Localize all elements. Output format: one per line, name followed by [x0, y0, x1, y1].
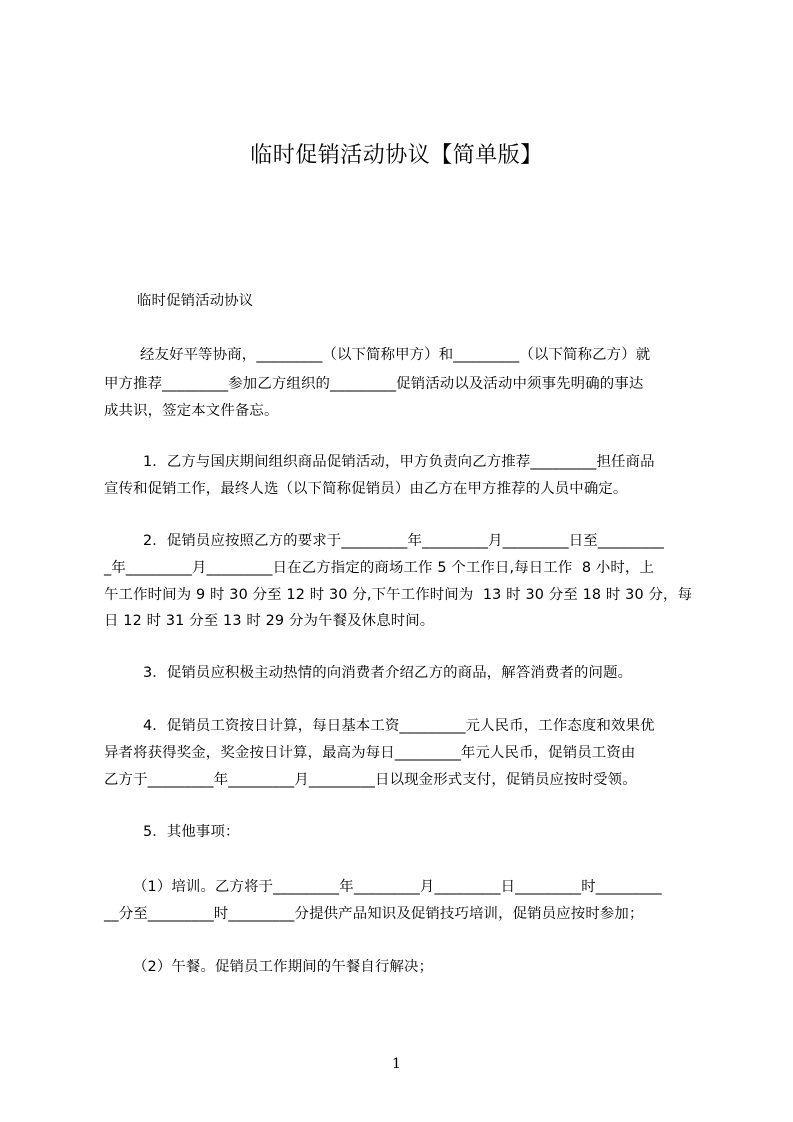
- intro-line-3: 成共识，签定本文件备忘。: [104, 403, 279, 419]
- clause-2-line-3: 午工作时间为 9 时 30 分至 12 时 30 分,下午工作时间为 13 时 30 分至 18 时 30 分，每: [104, 587, 693, 603]
- clause-2-line-1: 2．促销员应按照乙方的要求于_________年_________月_________日至_________: [143, 533, 664, 549]
- clause-1-line-1: 1．乙方与国庆期间组织商品促销活动，甲方负责向乙方推荐_________担任商品: [143, 454, 655, 470]
- clause-4-line-3: 乙方于_________年_________月_________日以现金形式支付，促销员应按时受领。: [104, 772, 637, 788]
- clause-2-line-2: _年_________月_________日在乙方指定的商场工作 5 个工作日,每日工作 8 小时，上: [104, 560, 655, 576]
- clause-1-line-2: 宣传和促销工作，最终人选（以下简称促销员）由乙方在甲方推荐的人员中确定。: [104, 481, 628, 497]
- clause-5-heading: 5．其他事项：: [143, 824, 240, 840]
- intro-line-1: 经友好平等协商，_________（以下简称甲方）和_________（以下简称乙方）就: [140, 347, 651, 363]
- page-number: 1: [392, 1056, 401, 1072]
- intro-line-2: 甲方推荐_________参加乙方组织的_________促销活动以及活动中须事先明确的事达: [104, 376, 644, 392]
- document-title: 临时促销活动协议【简单版】: [250, 143, 543, 168]
- clause-3-line-1: 3．促销员应积极主动热情的向消费者介绍乙方的商品，解答消费者的问题。: [143, 665, 633, 681]
- clause-5-item-1-line-1: （1）培训。乙方将于_________年_________月_________日_________时_________: [133, 879, 662, 895]
- clause-2-line-4: 日 12 时 31 分至 13 时 29 分为午餐及休息时间。: [104, 613, 435, 629]
- clause-5-item-1-line-2: __分至_________时_________分提供产品知识及促销技巧培训，促销员应按时参加；: [104, 906, 644, 922]
- subtitle: 临时促销活动协议: [137, 293, 254, 309]
- clause-4-line-1: 4．促销员工资按日计算，每日基本工资_________元人民币，工作态度和效果优: [143, 718, 655, 734]
- clause-4-line-2: 异者将获得奖金，奖金按日计算，最高为每日_________年元人民币，促销员工资由: [104, 745, 636, 761]
- clause-5-item-2: （2）午餐。促销员工作期间的午餐自行解决；: [133, 959, 434, 975]
